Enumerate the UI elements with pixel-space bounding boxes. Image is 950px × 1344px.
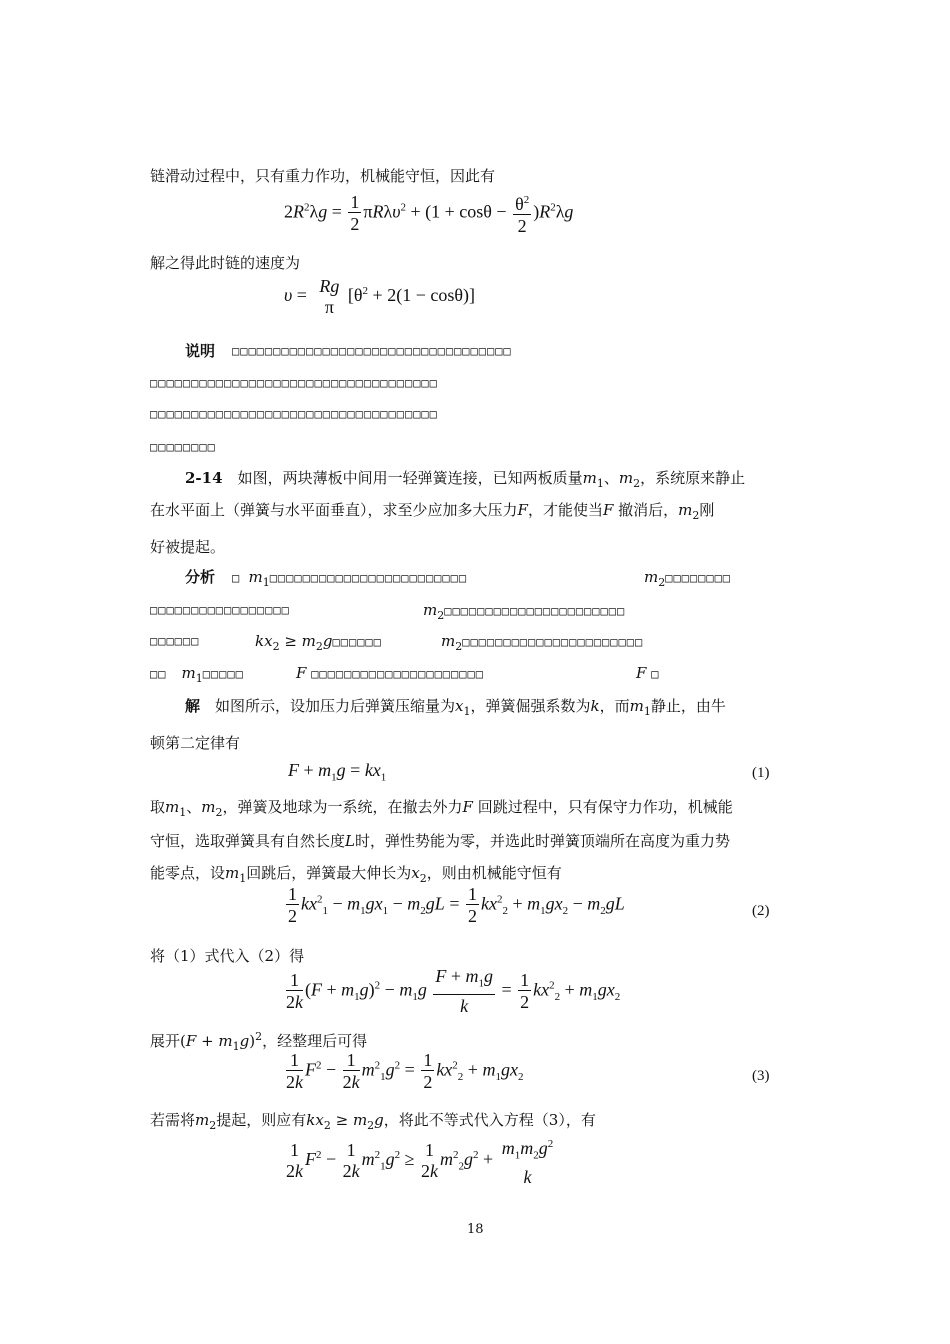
equation-number: (1) <box>752 765 770 781</box>
equation-inequality: 1 2k $F^2$ − 1 2k $m^2_1g^2$ ≥ 1 2k $m^2_2g^2$ + $m_1m_2g^2$ k <box>286 1138 554 1187</box>
solution-line: 将（1）式代入（2）得 <box>150 947 305 965</box>
obscured-text: □□□□□□□□□□□□□□□□□□□□□□□□□□□□□□□□□□□ <box>150 407 438 421</box>
analysis-line: $kx_2$ ≥ $m_2g□□□□□□$ <box>255 632 382 653</box>
note-label: 说明 <box>185 342 216 360</box>
equation-energy-chain: $2R^2\lambda g$ = $\frac{1}{2}$ πRλυ$^2$ + (1 + cosθ − $\frac{\theta^2}{2}$ )$R^2\lambda g$ <box>284 192 574 236</box>
obscured-text: □□□□□□□□ <box>150 440 216 454</box>
problem-statement: 在水平面上（弹簧与水平面垂直），求至少应加多大压力F，才能使当F 撤消后，$m_2$刚 <box>150 501 715 522</box>
equation-3: $\frac{1}{2k}$ $F^2$ − $\frac{1}{2k}$ $m^2_1g^2$ = $\frac{1}{2}$ $kx^2_2 + m_1gx_2$ <box>286 1050 524 1092</box>
obscured-text: □□□□□□□□□□□□□□□□□ <box>150 603 290 617</box>
equation-number: (2) <box>752 903 770 919</box>
analysis-label: 分析 <box>185 568 216 586</box>
equation-substituted: $\frac{1}{2k}$ $(F + m_1g)^2 - m_1g$ $\frac{F + m_1g}{k}$ = $\frac{1}{2}$ $kx^2_2 + m_1gx_2$ <box>286 966 621 1016</box>
obscured-text: □□□□□□ <box>150 634 200 648</box>
solution-line: 解 如图所示，设加压力后弹簧压缩量为$x_1$，弹簧倔强系数为k，而$m_1$静止，由牛 <box>185 697 726 718</box>
equation-2: $\frac{1}{2}$ $kx^2_1 - m_1gx_1 - m_2gL$ = $\frac{1}{2}$ $kx^2_2 + m_1gx_2 - m_2gL$ <box>288 884 625 926</box>
analysis-line: F □□□□□□□□□□□□□□□□□□□□□ <box>296 664 484 682</box>
problem-statement: 好被提起。 <box>150 538 226 556</box>
obscured-text: □□□□□□□□□□□□□□□□□□□□□□□□□□□□□□□□□□ <box>232 344 512 358</box>
analysis-line: □□ $m_1□□□□□$ <box>150 664 244 685</box>
analysis-line: $m_2□□□□□□□□□□□□□□□□□□□□□□$ <box>423 601 626 622</box>
solution-line: 取$m_1$、$m_2$，弹簧及地球为一系统，在撤去外力F 回跳过程中，只有保守力作功，机械能 <box>150 798 733 819</box>
page-number: 18 <box>467 1222 484 1237</box>
equation-velocity: υ = Rg π $[\theta^2 + 2(1 - \cos\theta)]$ <box>284 276 475 317</box>
analysis-line: $m_2□□□□□□□□□□□□□□□□□□□□□□$ <box>441 632 644 653</box>
text-line: 解之得此时链的速度为 <box>150 254 301 272</box>
solution-line: 能零点，设$m_1$回跳后，弹簧最大伸长为$x_2$，则由机械能守恒有 <box>150 864 562 885</box>
solution-line: 顿第二定律有 <box>150 734 241 752</box>
text-line: 链滑动过程中，只有重力作功，机械能守恒，因此有 <box>150 167 496 185</box>
equation-1: $F + m_1g = kx_1$ <box>288 760 387 784</box>
obscured-text: □□□□□□□□□□□□□□□□□□□□□□□□□□□□□□□□□□□ <box>150 376 438 390</box>
solution-line: 守恒，选取弹簧具有自然长度L时，弹性势能为零，并选此时弹簧顶端所在高度为重力势 <box>150 832 730 850</box>
problem-statement: 2-14 如图，两块薄板中间用一轻弹簧连接，已知两板质量$m_1$、$m_2$，系统原来静止 <box>185 469 746 490</box>
solution-line: 展开$(F + m_1g)^2$，经整理后可得 <box>150 1030 368 1053</box>
analysis-line: $m_2□□□□□□□□$ <box>644 568 732 589</box>
analysis-line: F □ <box>636 664 660 682</box>
equation-number: (3) <box>752 1068 770 1084</box>
solution-line: 若需将$m_2$提起，则应有$kx_2 \ge m_2g$，将此不等式代入方程（3），有 <box>150 1111 596 1132</box>
analysis-line: □ $m_1□□□□□□□□□□□□□□□□□□□□□□□□$ <box>232 568 468 589</box>
